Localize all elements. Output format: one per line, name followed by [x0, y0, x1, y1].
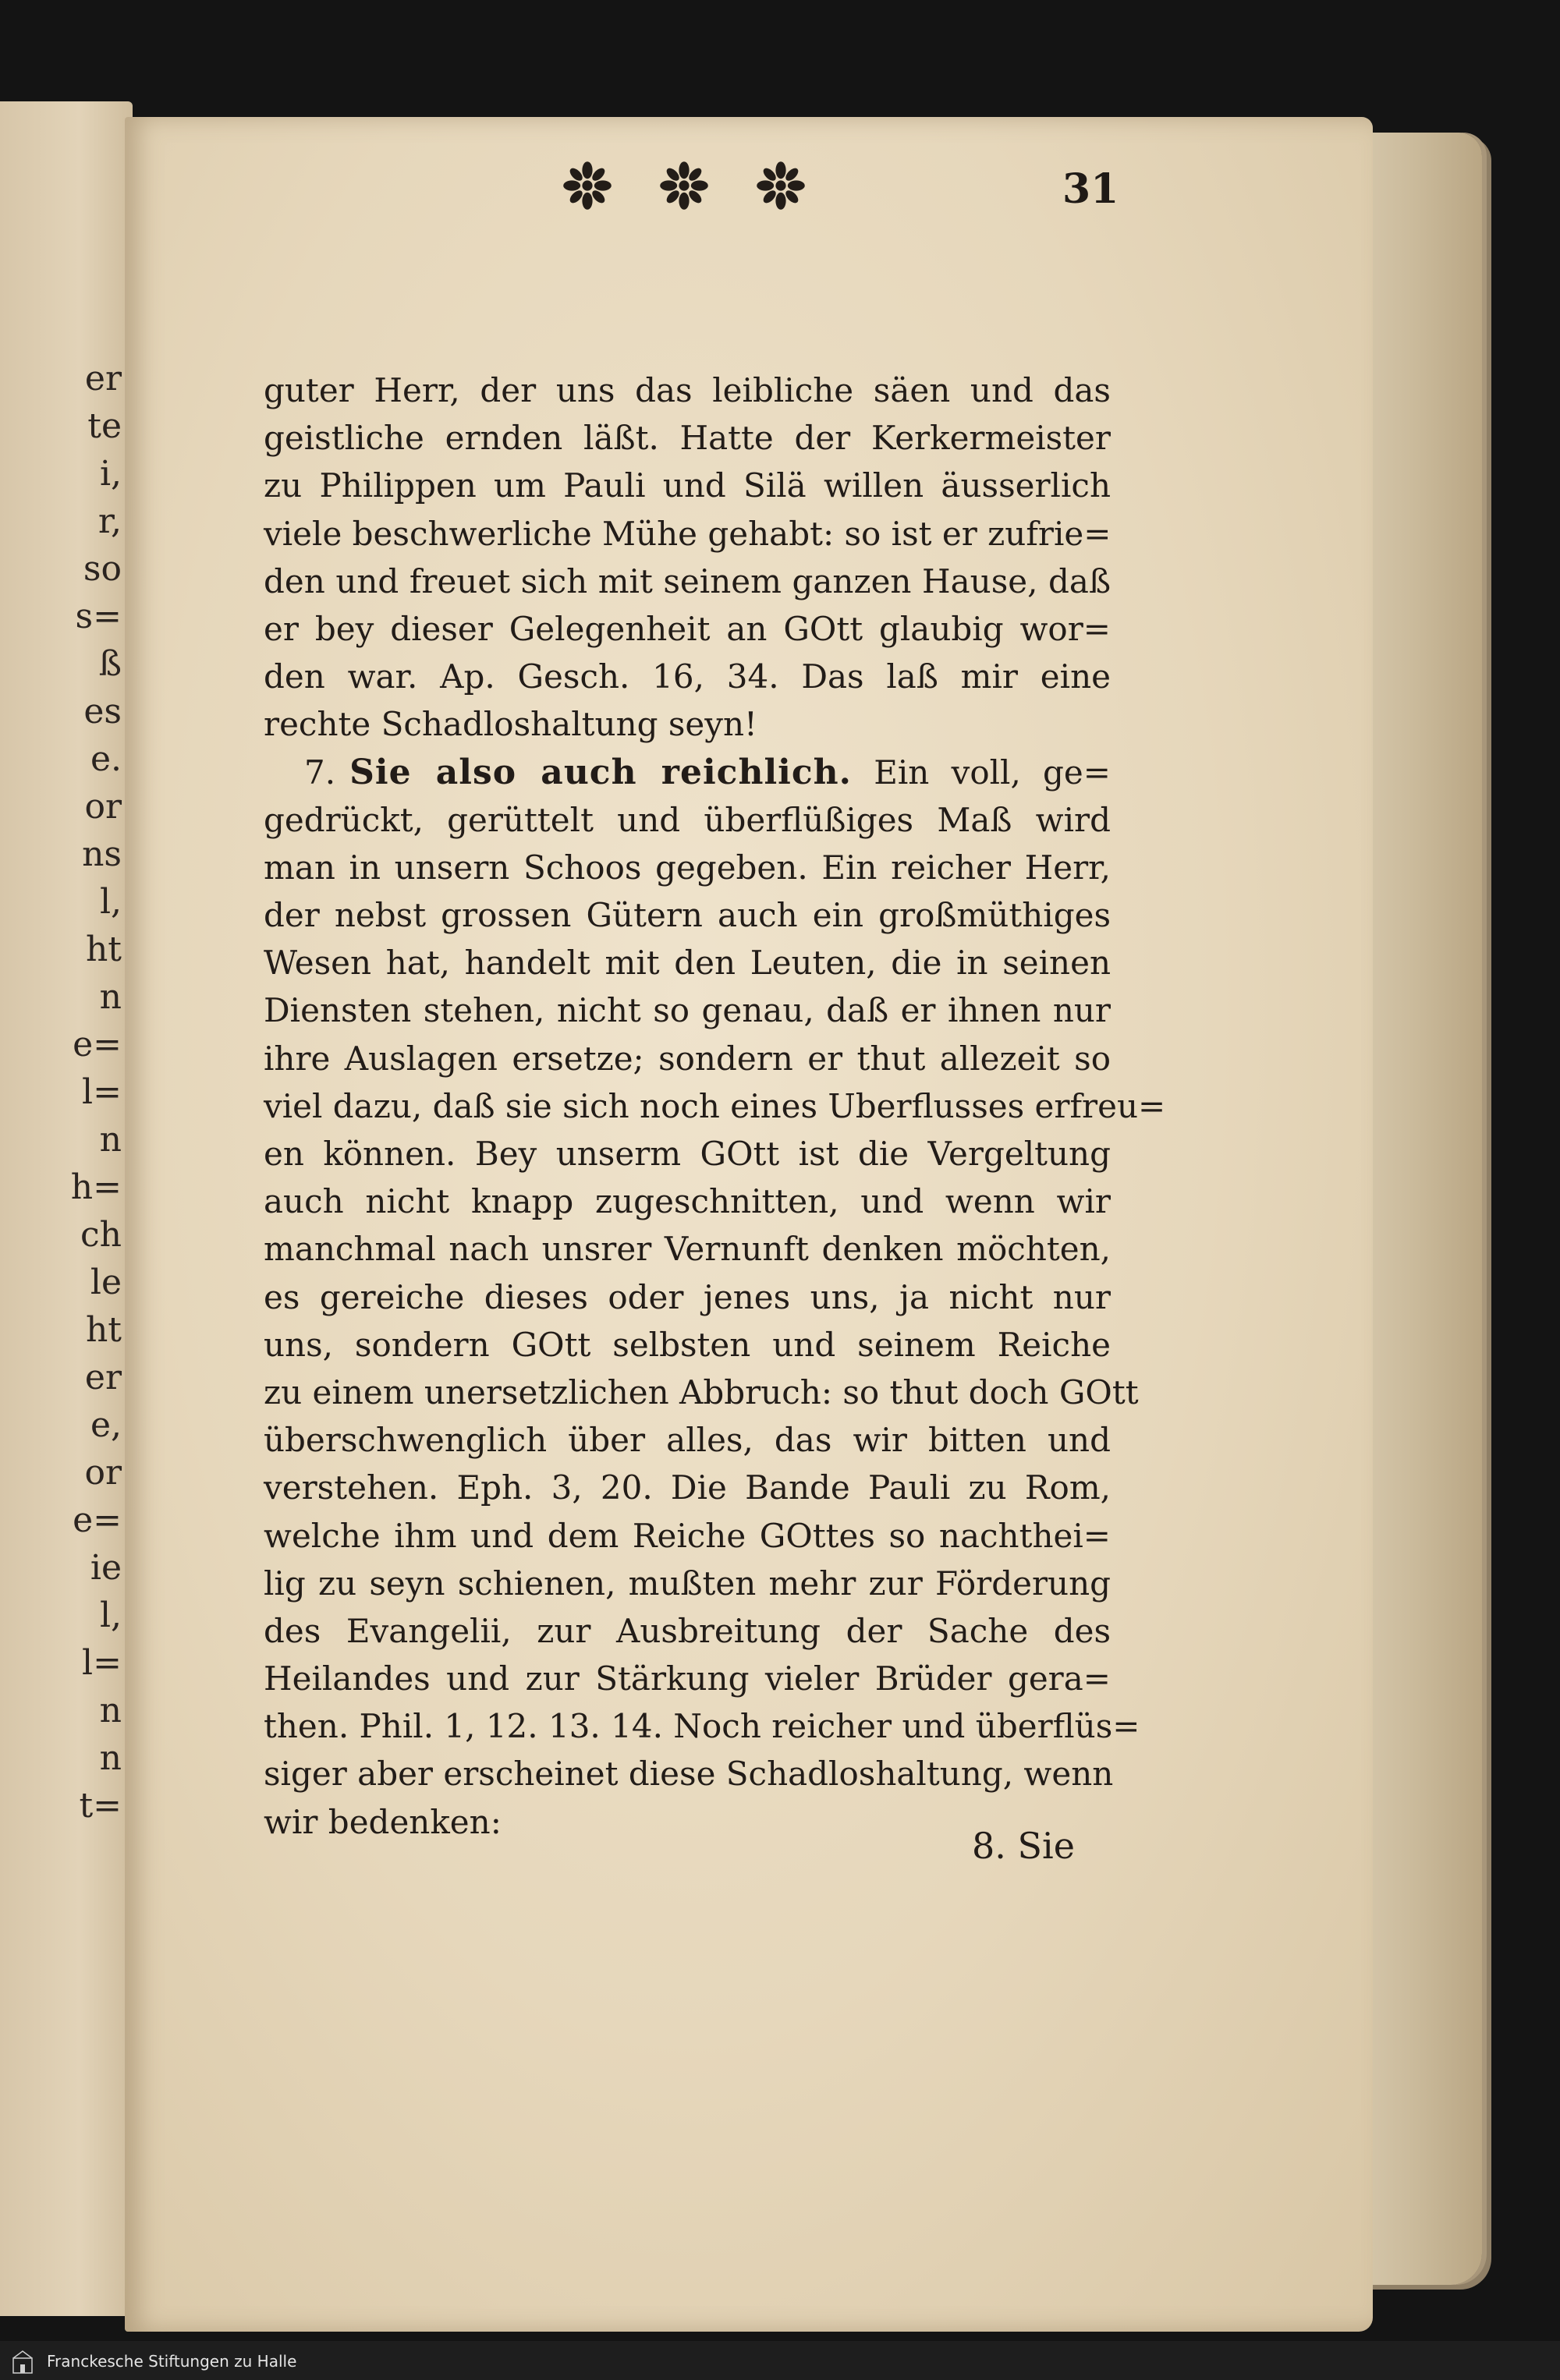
facing-page-text-fragment: n	[99, 977, 122, 1017]
text-line: wir bedenken:	[264, 1802, 502, 1841]
text-line: rechte Schadloshaltung seyn!	[264, 705, 757, 744]
text-line: er bey dieser Gelegenheit an GOtt glaubig wor=	[264, 609, 1111, 648]
facing-page-text-fragment: so	[83, 549, 122, 589]
facing-page-text-fragment: l=	[82, 1072, 122, 1112]
facing-page-text-fragment: te	[87, 406, 122, 446]
text-line: gedrückt, gerüttelt und überflüßiges Maß wird	[264, 800, 1111, 839]
facing-page-text-fragment: ie	[90, 1548, 122, 1588]
header-ornaments	[562, 160, 807, 211]
facing-page-text-fragment: n	[99, 1120, 122, 1160]
facing-page-text-fragment: ht	[85, 930, 122, 969]
fleuron-ornament-icon	[658, 160, 710, 211]
facing-page-text-fragment: or	[84, 787, 122, 827]
text-line: Diensten stehen, nicht so genau, daß er ihnen nur	[264, 991, 1111, 1030]
facing-page-text-fragment: n	[99, 1691, 122, 1730]
facing-page-text-fragment: ß	[98, 644, 122, 684]
facing-page-text-fragment: ch	[80, 1215, 122, 1255]
facing-page-text-fragment: h=	[70, 1167, 122, 1207]
footer-bar	[0, 2341, 1560, 2380]
institution-label: Franckesche Stiftungen zu Halle	[47, 2352, 297, 2371]
text-line: es gereiche dieses oder jenes uns, ja nicht nur	[264, 1277, 1111, 1316]
text-line: der nebst grossen Gütern auch ein großmüthiges	[264, 896, 1111, 935]
text-line: manchmal nach unsrer Vernunft denken möchten,	[264, 1230, 1111, 1269]
paragraph-heading: Sie also auch reichlich.	[349, 752, 852, 792]
facing-page-edge	[0, 101, 133, 2316]
facing-page-text-fragment: n	[99, 1738, 122, 1778]
text-line: then. Phil. 1, 12. 13. 14. Noch reicher und überflüs=	[264, 1707, 1140, 1746]
text-line: welche ihm und dem Reiche GOttes so nachthei=	[264, 1516, 1111, 1555]
facing-page-text-fragment: i,	[99, 454, 122, 494]
paragraph-7-rest: Ein voll, ge=	[874, 753, 1111, 792]
text-line: en können. Bey unserm GOtt ist die Vergeltung	[264, 1135, 1111, 1173]
facing-page-text-fragment: e,	[90, 1405, 122, 1445]
paragraph-number: 7.	[304, 753, 336, 792]
facing-page-text-fragment: e=	[73, 1500, 122, 1540]
fleuron-ornament-icon	[562, 160, 613, 211]
facing-page-text-fragment: e.	[90, 739, 122, 779]
body-text	[264, 367, 1166, 1846]
text-line: ihre Auslagen ersetze; sondern er thut allezeit so	[264, 1039, 1111, 1078]
text-line: überschwenglich über alles, das wir bitten und	[264, 1421, 1111, 1460]
facing-page-text-fragment: or	[84, 1453, 122, 1493]
facing-page-text-fragment: er	[84, 1358, 122, 1397]
text-line: man in unsern Schoos gegeben. Ein reicher Herr,	[264, 848, 1111, 887]
facing-page-text-fragment: t=	[79, 1786, 122, 1826]
page-number: 31	[1062, 165, 1119, 213]
text-line: den war. Ap. Gesch. 16, 34. Das laß mir eine	[264, 657, 1111, 696]
fleuron-ornament-icon	[755, 160, 807, 211]
catchword: 8. Sie	[972, 1825, 1075, 1867]
institution-logo-icon	[12, 2350, 33, 2374]
text-line: viel dazu, daß sie sich noch eines Uberflusses erfreu=	[264, 1086, 1166, 1125]
text-line: geistliche ernden läßt. Hatte der Kerkermeister	[264, 419, 1111, 458]
facing-page-text-fragment: es	[83, 692, 122, 731]
text-line: den und freuet sich mit seinem ganzen Hause, daß	[264, 561, 1111, 600]
text-line: zu einem unersetzlichen Abbruch: so thut doch GOtt	[264, 1372, 1139, 1411]
facing-page-text-fragment: r,	[98, 501, 122, 541]
paragraph-7-first-line	[264, 749, 1111, 796]
facing-page-text-fragment: s=	[75, 597, 122, 636]
text-line: verstehen. Eph. 3, 20. Die Bande Pauli zu Rom,	[264, 1468, 1111, 1507]
text-line: auch nicht knapp zugeschnitten, und wenn wir	[264, 1182, 1111, 1221]
text-line: zu Philippen um Pauli und Silä willen äusserlich	[264, 466, 1111, 505]
facing-page-text-fragment: er	[84, 359, 122, 398]
facing-page-text-fragment: l=	[82, 1643, 122, 1683]
text-line: viele beschwerliche Mühe gehabt: so ist er zufrie=	[264, 514, 1112, 553]
text-line: Wesen hat, handelt mit den Leuten, die in seinen	[264, 944, 1111, 983]
facing-page-text-fragment: l,	[99, 882, 122, 922]
facing-page-text-fragment: l,	[99, 1596, 122, 1635]
text-line: uns, sondern GOtt selbsten und seinem Reiche	[264, 1325, 1111, 1364]
facing-page-text-fragment: ns	[82, 834, 122, 874]
facing-page-text-fragment: le	[90, 1263, 122, 1302]
facing-page-text-fragment: e=	[73, 1025, 122, 1064]
text-line: lig zu seyn schienen, mußten mehr zur Förderung	[264, 1564, 1111, 1603]
text-line: Heilandes und zur Stärkung vieler Brüder gera=	[264, 1659, 1111, 1698]
text-line: guter Herr, der uns das leibliche säen und das	[264, 371, 1111, 409]
text-line: des Evangelii, zur Ausbreitung der Sache des	[264, 1611, 1111, 1650]
text-line: siger aber erscheinet diese Schadloshaltung, wenn	[264, 1755, 1114, 1794]
facing-page-text-fragment: ht	[85, 1310, 122, 1350]
